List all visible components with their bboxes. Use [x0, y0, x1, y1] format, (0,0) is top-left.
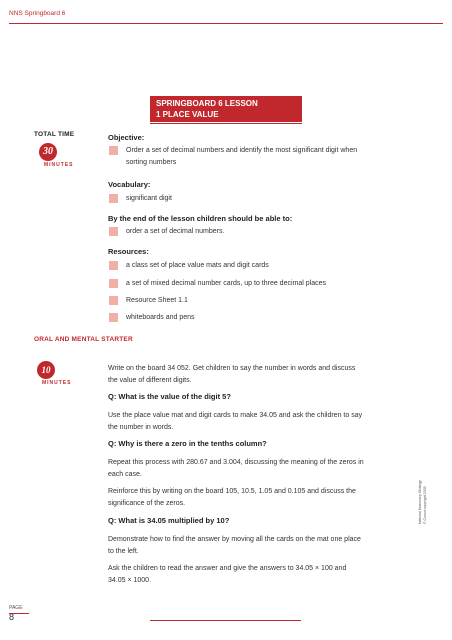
resource-item: a set of mixed decimal number cards, up to three decimal places [126, 280, 326, 287]
outcome-item: order a set of decimal numbers. [126, 228, 225, 235]
resource-item: Resource Sheet 1.1 [126, 297, 188, 304]
paragraph-line: Repeat this process with 280.67 and 3.004, discussing the meaning of the zeros in [108, 459, 364, 466]
page-number: 8 [9, 612, 15, 622]
paragraph-line: each case. [108, 471, 142, 478]
series-title: NNS Springboard 6 [9, 10, 66, 17]
question-2: Q: Why is there a zero in the tenths column? [108, 439, 267, 448]
objective-heading: Objective: [108, 133, 145, 142]
time-badge-icon: 30 [39, 143, 57, 161]
resources-heading: Resources: [108, 247, 149, 256]
lesson-title-line2: 1 PLACE VALUE [156, 110, 219, 119]
paragraph-line: to the left. [108, 548, 139, 555]
copyright-note [418, 480, 428, 524]
resource-item: a class set of place value mats and digit cards [126, 262, 269, 269]
bullet-icon [109, 227, 118, 236]
paragraph-line: the number in words. [108, 424, 174, 431]
resource-item: whiteboards and pens [126, 314, 195, 321]
paragraph-line: Reinforce this by writing on the board 105, 10.5, 1.05 and 0.105 and discuss the [108, 488, 356, 495]
bullet-icon [109, 194, 118, 203]
starter-paragraph-2 [108, 410, 398, 434]
objective-line-1: Order a set of decimal numbers and identify the most significant digit when [126, 147, 358, 154]
vocabulary-heading: Vocabulary: [108, 180, 151, 189]
starter-paragraph-6 [108, 563, 398, 587]
time-badge-icon: 10 [37, 361, 55, 379]
paragraph-line: Use the place value mat and digit cards to make 34.05 and ask the children to say [108, 412, 363, 419]
objective-line-2: sorting numbers [126, 159, 177, 166]
starter-paragraph-5 [108, 534, 398, 558]
minutes-label: MINUTES [44, 162, 74, 168]
starter-paragraph-3 [108, 457, 398, 481]
starter-heading: ORAL AND MENTAL STARTER [34, 336, 133, 343]
lesson-title-box [150, 96, 302, 122]
total-time-label: TOTAL TIME [34, 131, 75, 138]
paragraph-line: significance of the zeros. [108, 500, 186, 507]
question-3: Q: What is 34.05 multiplied by 10? [108, 516, 230, 525]
paragraph-line: 34.05 × 1000. [108, 577, 152, 584]
paragraph-line: Write on the board 34 052. Get children to say the number in words and discuss [108, 365, 356, 372]
outcomes-heading: By the end of the lesson children should be able to: [108, 214, 293, 223]
starter-paragraph-4 [108, 486, 398, 510]
title-underline [150, 123, 302, 124]
vocabulary-item: significant digit [126, 195, 172, 202]
footer-rule [150, 620, 301, 621]
paragraph-line: the value of different digits. [108, 377, 192, 384]
copyright-line: National Numeracy Strategy [418, 480, 422, 524]
bullet-icon [109, 313, 118, 322]
bullet-icon [109, 146, 118, 155]
paragraph-line: Ask the children to read the answer and give the answers to 34.05 × 100 and [108, 565, 347, 572]
minutes-label: MINUTES [42, 380, 72, 386]
copyright-line: © Crown copyright 2005 [423, 486, 427, 524]
header-rule [9, 23, 443, 24]
bullet-icon [109, 296, 118, 305]
page-label: PAGE [9, 605, 23, 611]
paragraph-line: Demonstrate how to find the answer by moving all the cards on the mat one place [108, 536, 361, 543]
starter-paragraph-1 [108, 363, 398, 387]
bullet-icon [109, 279, 118, 288]
lesson-title-line1: SPRINGBOARD 6 LESSON [156, 99, 258, 108]
question-1: Q: What is the value of the digit 5? [108, 392, 231, 401]
bullet-icon [109, 261, 118, 270]
